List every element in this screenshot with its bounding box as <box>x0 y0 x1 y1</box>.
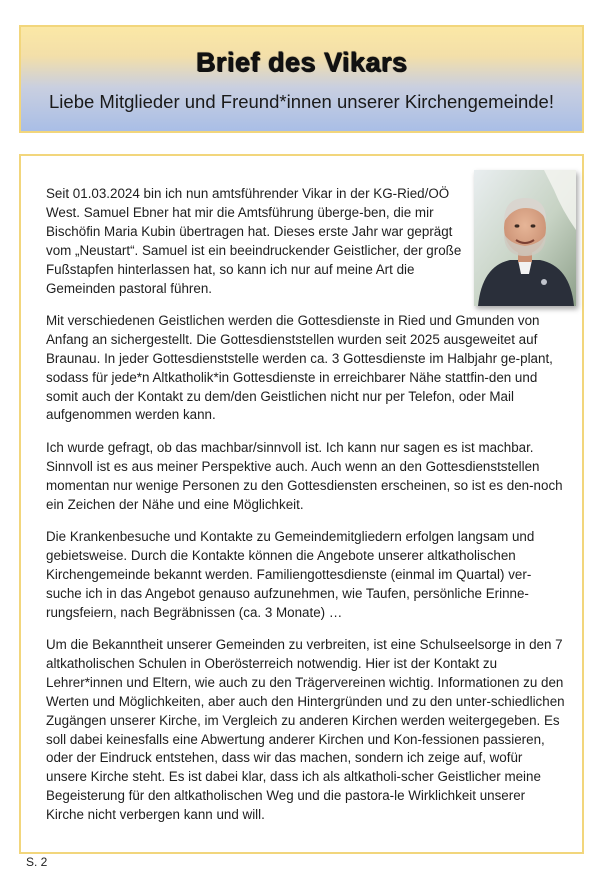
paragraph: Mit verschiedenen Geistlichen werden die Gottesdienste in Ried und Gmunden von Anfang an sichergestellt. Die Gottesdienststellen wurden seit 2025 ausgeweitet auf Braunau. In jeder Gottesdienststelle werden ca. 3 Gottesdienste im Halbjahr ge-plant, sodass für jede*n Altkatholik*in Gottesdienste in erreichbarer Nähe stattfin-den und somit auch der Kontakt zu dem/den Geistlichen nicht nur per Telefon, oder Mail aufgenommen werden kann. <box>46 312 553 423</box>
vicar-portrait-photo <box>474 170 576 306</box>
paragraph: Ich wurde gefragt, ob das machbar/sinnvoll ist. Ich kann nur sagen es ist machbar. Sinnvoll ist es aus meiner Perspektive auch. Auch wenn an den Gottesdienststellen momentan nur wenige Personen zu den Gottesdiensten erscheinen, so ist es den-noch ein Zeichen der Nähe und eine Möglichkeit. <box>46 439 563 512</box>
letter-content <box>46 185 566 839</box>
paragraph: Die Krankenbesuche und Kontakte zu Gemeindemitgliedern erfolgen langsam und gebietsweise. Durch die Kontakte können die Angebote unserer altkatholischen Kirchengemeinde bekannt werden. Familiengottesdienste (einmal im Quartal) ver-suche ich in das Angebot genauso aufzunehmen, wie Taufen, persönliche Erinne-rungsfeiern, nach Begräbnissen (ca. 3 Monate) … <box>46 529 535 620</box>
letter-box <box>19 154 584 854</box>
page-number: S. 2 <box>26 855 48 869</box>
paragraph: Seit 01.03.2024 bin ich nun amtsführender Vikar in der KG-Ried/OÖ West. Samuel Ebner hat mir die Amtsführung überge-ben, die mir Bischöfin Maria Kubin übertragen hat. Dieses erste Jahr war geprägt vom „Neustart“. Samuel ist ein beeindruckender Geistlicher, der große Fußstapfen hinterlassen hat, so kann ich nur auf meine Art die Gemeinden pastoral führen. <box>46 186 462 296</box>
page-title: Brief des Vikars <box>195 47 408 77</box>
paragraph: Um die Bekanntheit unserer Gemeinden zu verbreiten, ist eine Schulseelsorge in den 7 altkatholischen Schulen in Oberösterreich notwendig. Hier ist der Kontakt zu Lehrer*innen und Eltern, wie auch zu den Trägervereinen wichtig. Informationen zu den Werten und Möglichkeiten, aber auch den Hintergründen und zu den unter-schiedlichen Zugängen unserer Kirche, im Vergleich zu anderen Kirchen werden weitergegeben. Es soll dabei keinesfalls eine Abwertung anderer Kirchen und Kon-fessionen passieren, oder der Eindruck entstehen, dass wir das machen, sondern ich zeige auf, wofür unsere Kirche steht. Es ist dabei klar, dass ich als altkatholi-scher Geistlicher meine Begeisterung für den altkatholischen Weg und die pastora-le Wirklichkeit unserer Kirche nicht verbergen kann und will. <box>46 637 565 823</box>
header-banner <box>19 25 584 133</box>
page-subtitle: Liebe Mitglieder und Freund*innen unserer Kirchengemeinde! <box>49 91 554 112</box>
